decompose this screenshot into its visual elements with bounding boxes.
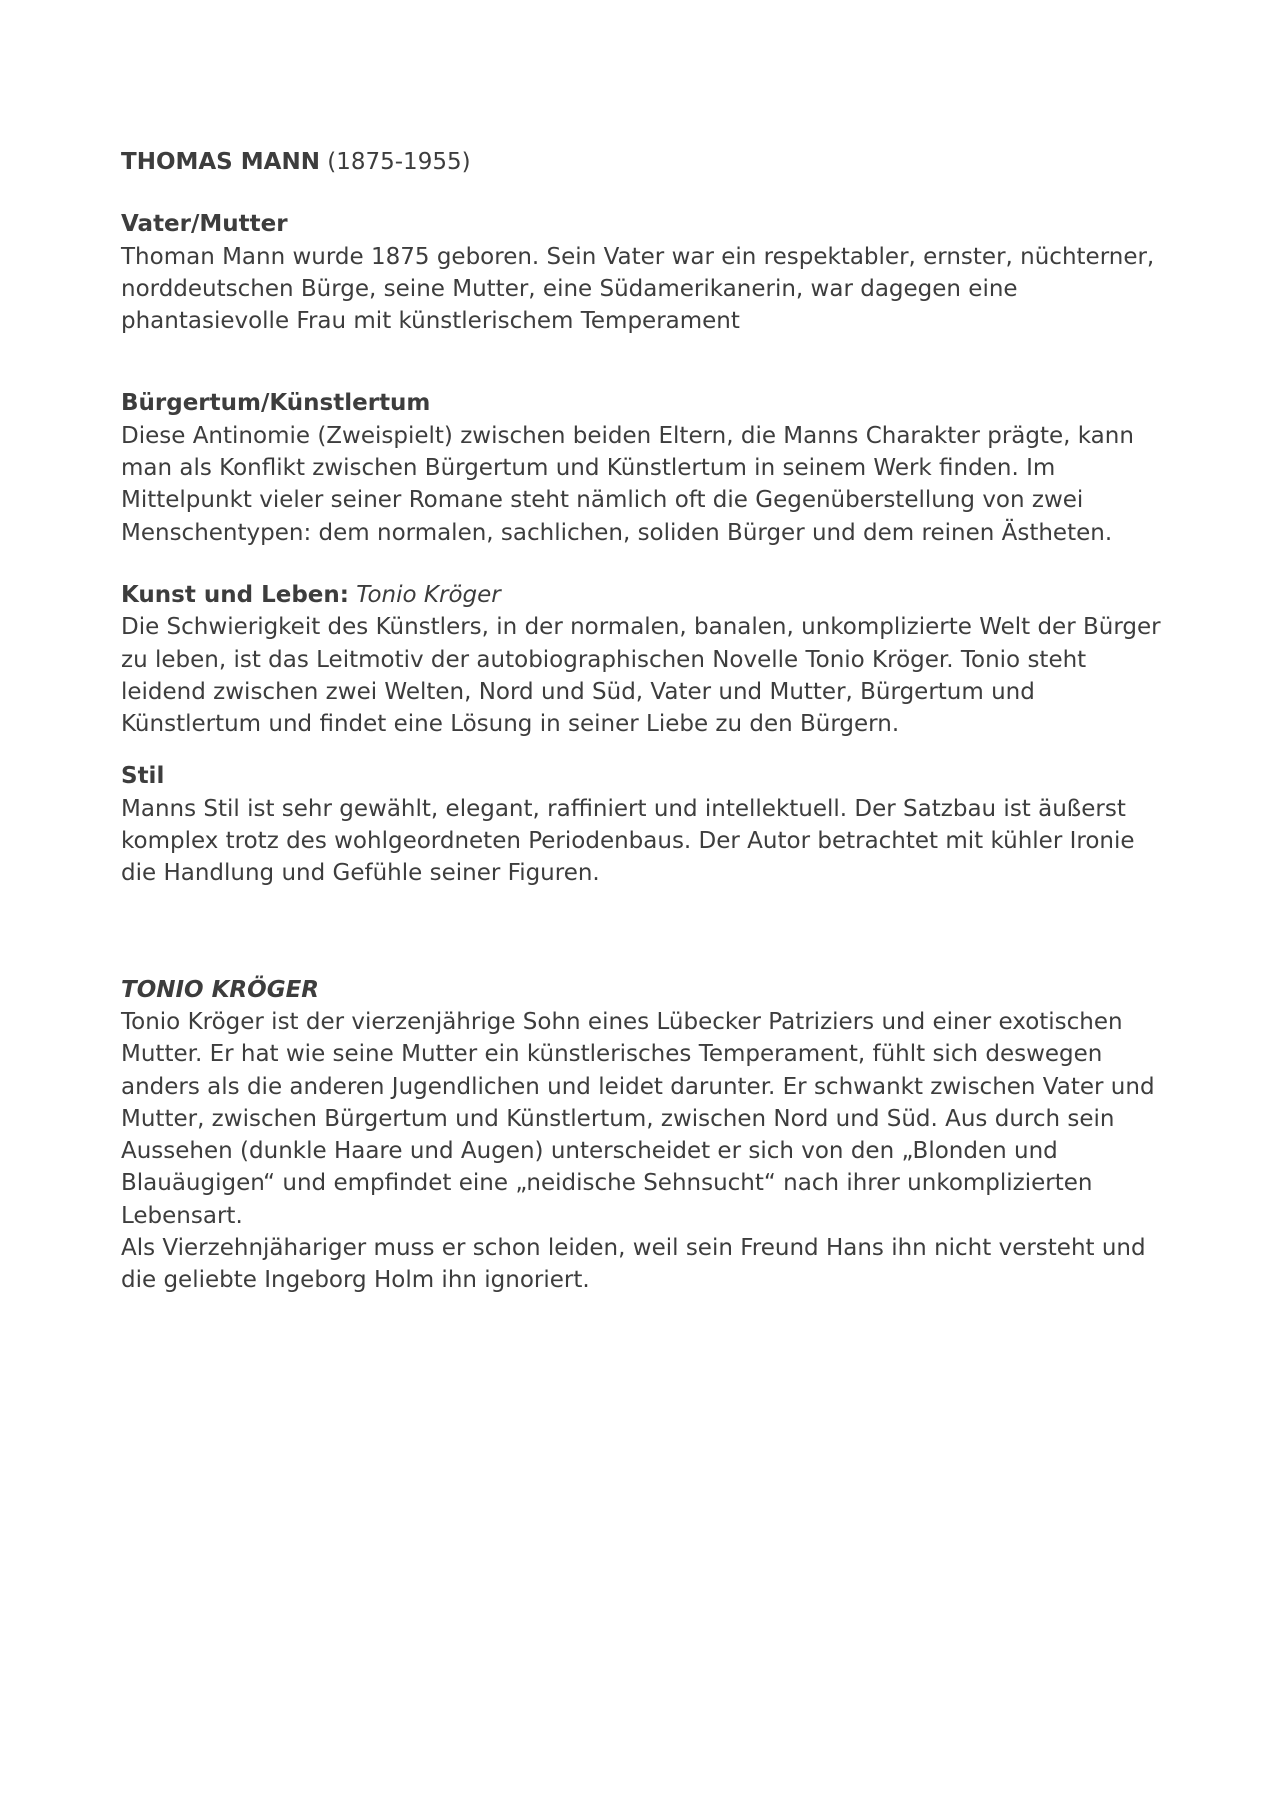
section-kunst-und-leben: [121, 579, 1171, 740]
section-heading-work-title: Tonio Kröger: [356, 581, 501, 608]
section-body: Tonio Kröger ist der vierzenjährige Sohn eines Lübecker Patriziers und einer exotischen Mutter. Er hat wie seine Mutter ein künstlerisches Temperament, fühlt sich deswegen anders als die anderen Jugendlichen und leidet darunter. Er schwankt zwischen Vater und Mutter, zwischen Bürgertum und Künstlertum, zwischen Nord und Süd. Aus durch sein Aussehen (dunkle Haare und Augen) unterscheidet er sich von den „Blonden und Blauäugigen“ und empfindet eine „neidische Sehnsucht“ nach ihrer unkomplizierten Lebensart.: [121, 1008, 1155, 1229]
section-tonio-kroeger: [121, 974, 1171, 1297]
section-body: Thoman Mann wurde 1875 geboren. Sein Vater war ein respektabler, ernster, nüchterner, norddeutschen Bürge, seine Mutter, eine Südamerikanerin, war dagegen eine phantasievolle Frau mit künstlerischem Temperament: [121, 243, 1155, 335]
document-title: [121, 146, 1171, 178]
section-stil: [121, 760, 1171, 889]
section-heading: Bürgertum/Künstlertum: [121, 390, 431, 417]
section-vater-mutter: [121, 208, 1171, 337]
section-heading: TONIO KRÖGER: [121, 976, 319, 1003]
section-buergertum-kuenstlertum: [121, 387, 1171, 548]
section-body: Manns Stil ist sehr gewählt, elegant, raffiniert und intellektuell. Der Satzbau ist äußerst komplex trotz des wohlgeordneten Periodenbaus. Der Autor betrachtet mit kühler Ironie die Handlung und Gefühle seiner Figuren.: [121, 795, 1135, 887]
section-body: Die Schwierigkeit des Künstlers, in der normalen, banalen, unkomplizierte Welt der Bürger zu leben, ist das Leitmotiv der autobiographischen Novelle Tonio Kröger. Tonio steht leidend zwischen zwei Welten, Nord und Süd, Vater und Mutter, Bürgertum und Künstlertum und findet eine Lösung in seiner Liebe zu den Bürgern.: [121, 614, 1161, 738]
section-heading: Vater/Mutter: [121, 211, 288, 238]
section-heading: Stil: [121, 763, 165, 790]
section-body-continued: Als Vierzehnjähariger muss er schon leiden, weil sein Freund Hans ihn nicht versteht und die geliebte Ingeborg Holm ihn ignoriert.: [121, 1235, 1146, 1294]
author-name: THOMAS MANN: [121, 149, 320, 175]
section-body: Diese Antinomie (Zweispielt) zwischen beiden Eltern, die Manns Charakter prägte, kann man als Konflikt zwischen Bürgertum und Künstlertum in seinem Werk finden. Im Mittelpunkt vieler seiner Romane steht nämlich oft die Gegenüberstellung von zwei Menschentypen: dem normalen, sachlichen, soliden Bürger und dem reinen Ästheten.: [121, 422, 1134, 546]
author-years: (1875-1955): [327, 149, 471, 175]
document-page: [121, 146, 1171, 1297]
section-heading: Kunst und Leben:: [121, 581, 349, 608]
section-heading-line: [121, 579, 1171, 611]
